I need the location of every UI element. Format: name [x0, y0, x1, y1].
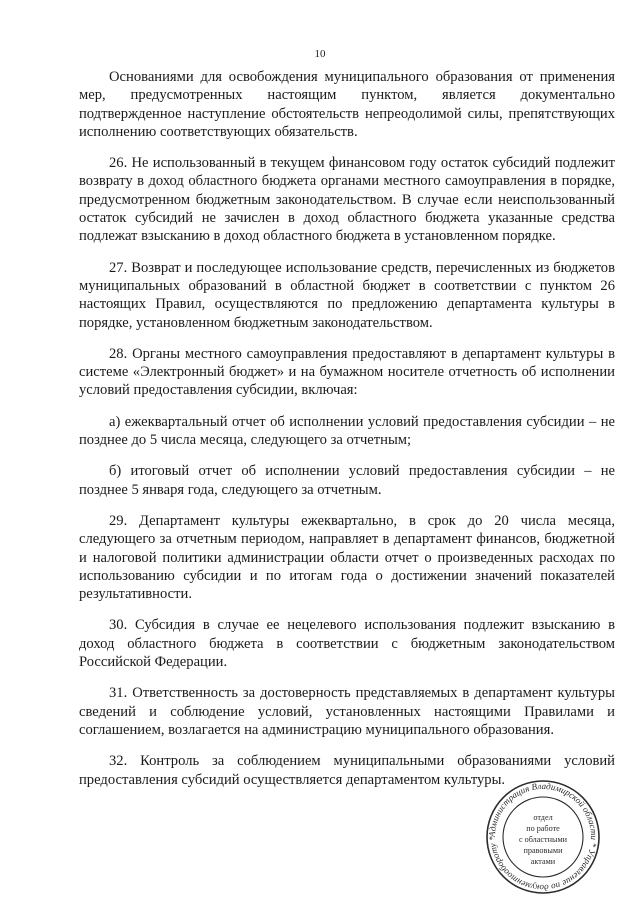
paragraph-29: 29. Департамент культуры ежеквартально, в срок до 20 числа месяца, следующего за отчетным периодом, направляет в департамент финансов, бюджетной и налоговой политики администрации области отчет о произведенных расходах по использованию субсидии и по итогам года о достижении значений показателей результативности. — [79, 512, 615, 603]
stamp-seal-graphic — [479, 779, 607, 895]
document-body — [79, 68, 615, 802]
paragraph-31: 31. Ответственность за достоверность представляемых в департамент культуры сведений и соблюдение условий, установленных настоящими Правилами и соглашением, возлагается на администрацию муниципального образования. — [79, 685, 615, 738]
paragraph-28b: б) итоговый отчет об исполнении условий предоставления субсидии – не позднее 5 января года, следующего за отчетным. — [79, 463, 615, 498]
paragraph-exemption-grounds: Основаниями для освобождения муниципального образования от применения мер, предусмотренных настоящим пунктом, является документально подтвержденное наступление обстоятельств непреодолимой силы, препятствующих исполнению соответствующих обязательств. — [79, 69, 615, 140]
paragraph-32: 32. Контроль за соблюдением муниципальными образованиями условий предоставления субсидий осуществляется департаментом культуры. — [79, 753, 615, 788]
official-stamp — [479, 779, 607, 895]
stamp-center-line-5: актами — [530, 857, 556, 866]
stamp-center-line-1: отдел — [533, 813, 553, 822]
paragraph-28a: а) ежеквартальный отчет об исполнении условий предоставления субсидии – не позднее до 5 числа месяца, следующего за отчетным; — [79, 413, 615, 449]
stamp-center-line-4: правовыми — [523, 846, 563, 855]
stamp-center-line-3: с областными — [518, 835, 568, 844]
stamp-ring-text: Администрация Владимирской области * Управление по документообороту * — [486, 780, 600, 894]
paragraph-27: 27. Возврат и последующее использование средств, перечисленных из бюджетов муниципальных образований в областной бюджет в соответствии с пунктом 26 настоящих Правил, осуществляются по предложению департамента культуры в порядке, установленном бюджетным законодательством. — [79, 259, 615, 331]
paragraph-28: 28. Органы местного самоуправления предоставляют в департамент культуры в системе «Электронный бюджет» и на бумажном носителе отчетность об исполнении условий предоставления субсидии, включая: — [79, 345, 615, 399]
stamp-center-line-2: по работе — [526, 824, 560, 833]
page-number: 10 — [314, 48, 326, 60]
paragraph-26: 26. Не использованный в текущем финансовом году остаток субсидий подлежит возврату в доход областного бюджета органами местного самоуправления в порядке, предусмотренном бюджетным законодательством. В случае если неиспользованный остаток субсидий не зачислен в доход областного бюджета указанные средства подлежат взысканию в доход областного бюджета в установленном порядке. — [79, 155, 615, 245]
paragraph-30: 30. Субсидия в случае ее нецелевого использования подлежит взысканию в доход областного бюджета в соответствии с бюджетным законодательством Российской Федерации. — [79, 617, 615, 671]
